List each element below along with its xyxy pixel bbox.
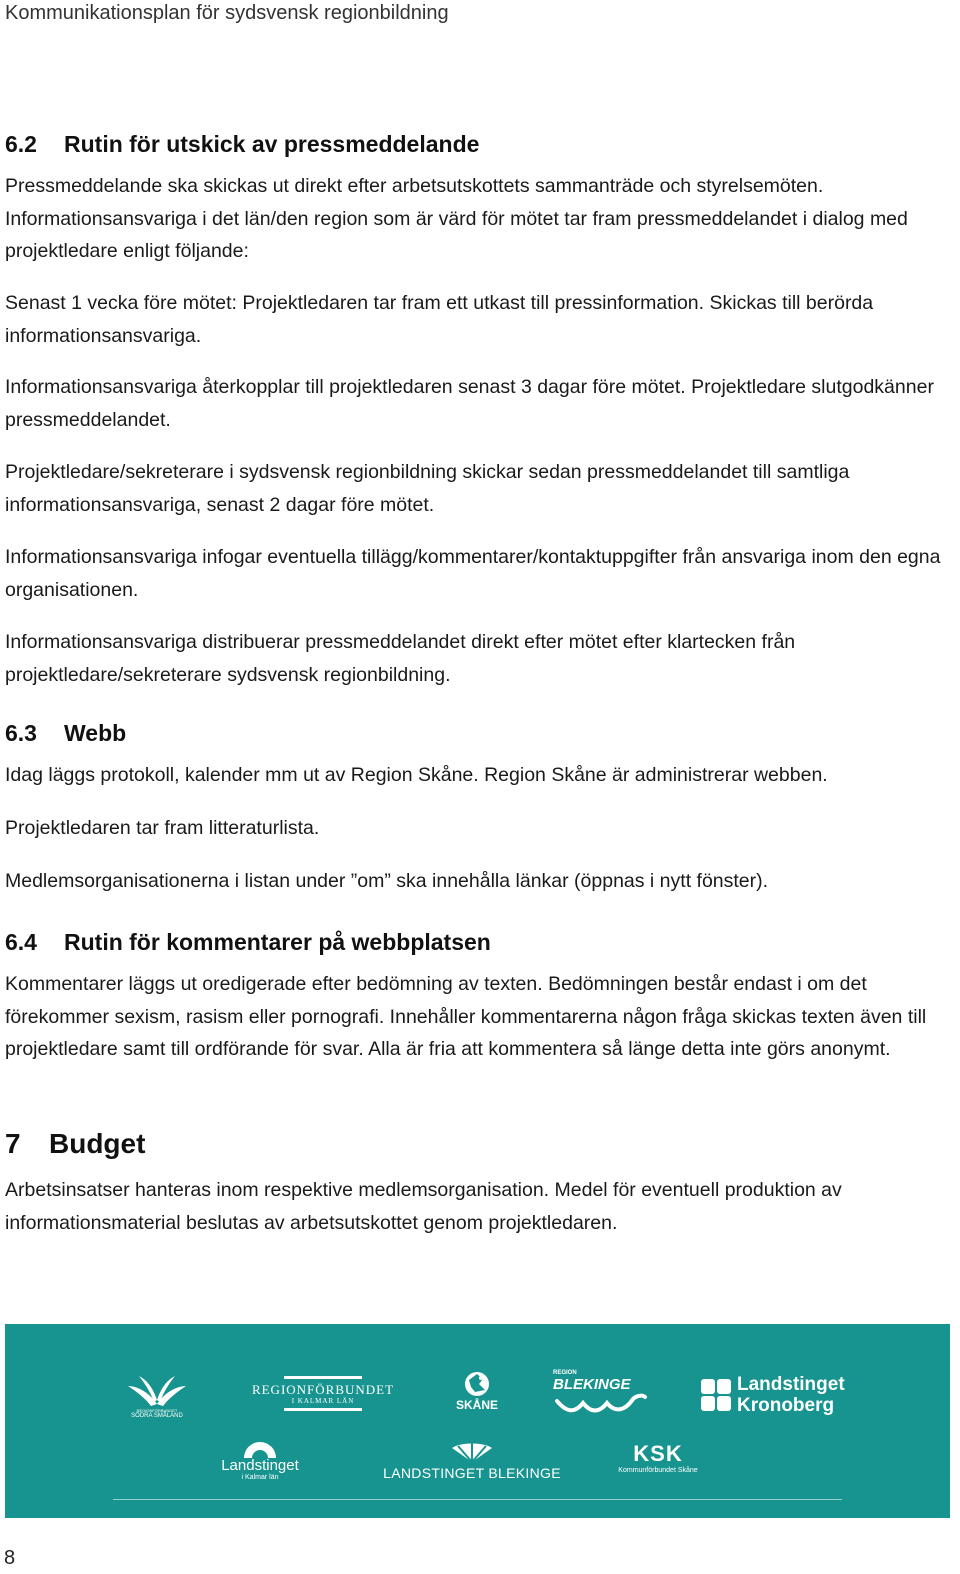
paragraph: Pressmeddelande ska skickas ut direkt efter arbetsutskottets sammanträde och styrelsemöten. Informationsansvariga i det län/den region som är värd för mötet tar fram pressmeddelandet i dialog med projektledare enligt följande:	[5, 175, 908, 262]
section-number: 6.3	[5, 720, 37, 746]
paragraph: Kommentarer läggs ut oredigerade efter bedömning av texten. Bedömningen består endast i om det förekommer sexism, rasism eller pornografi. Innehåller kommentarerna någon fråga skickas texten även till projektledare samt till ordförande för svar. Alla är fria att kommentera så länge detta inte görs anonymt.	[5, 973, 927, 1060]
section-number: 6.2	[5, 131, 37, 157]
section-number: 6.4	[5, 929, 37, 955]
logo-bar	[284, 1408, 362, 1411]
section-heading	[5, 718, 950, 748]
page-number: 8	[4, 1547, 16, 1569]
griffin-icon	[453, 1370, 501, 1398]
landstinget-kronoberg-logo: Landstinget Kronoberg	[699, 1374, 859, 1416]
paragraph: Projektledaren tar fram litteraturlista.	[5, 817, 320, 839]
section-heading	[5, 927, 950, 957]
paragraph: Informationsansvariga distribuerar pressmeddelandet direkt efter mötet efter klartecken från projektledare/sekreterare sydsvensk regionbildning.	[5, 631, 796, 686]
landstinget-kalmar-logo: Landstinget i Kalmar län	[217, 1440, 303, 1482]
kommunforbundet-skane-logo: KSK Kommunförbundet Skåne	[618, 1441, 698, 1474]
paragraph: Informationsansvariga infogar eventuella tillägg/kommentarer/kontaktuppgifter från ansvariga inom den egna organisationen.	[5, 546, 941, 601]
paragraph: Idag läggs protokoll, kalender mm ut av Region Skåne. Region Skåne är administrerar webben.	[5, 764, 828, 786]
chapter-heading	[5, 1126, 950, 1162]
section-6-2	[5, 129, 950, 159]
section-6-3	[5, 718, 950, 748]
regionforbundet-kalmar-logo: REGIONFÖRBUNDET I KALMAR LÄN	[243, 1376, 403, 1411]
logo-bar	[284, 1376, 362, 1379]
paragraph: Arbetsinsatser hanteras inom respektive medlemsorganisation. Medel för eventuell produktion av informationsmaterial beslutas av arbetsutskottet genom projektledaren.	[5, 1179, 842, 1234]
running-header: Kommunikationsplan för sydsvensk regionbildning	[5, 2, 449, 24]
regionforbundet-sodra-smaland-logo: REGIONFÖRBUNDET SÖDRA SMÅLAND	[125, 1374, 189, 1420]
paragraph: Projektledare/sekreterare i sydsvensk regionbildning skickar sedan pressmeddelandet till samtliga informationsansvariga, senast 2 dagar före mötet.	[5, 461, 850, 516]
kronoberg-blocks-icon	[699, 1377, 733, 1413]
section-6-4	[5, 927, 950, 957]
landstinget-blekinge-logo: LANDSTINGET BLEKINGE	[381, 1440, 563, 1482]
arc-icon	[240, 1440, 280, 1458]
region-skane-logo: SKÅNE	[453, 1370, 501, 1412]
wave-icon	[553, 1393, 649, 1415]
section-title: Webb	[64, 720, 127, 746]
bird-wings-icon	[125, 1374, 189, 1408]
fan-icon	[448, 1440, 496, 1464]
footer-logo-band	[5, 1324, 950, 1518]
section-7	[5, 1126, 950, 1162]
section-heading	[5, 129, 950, 159]
section-title: Rutin för utskick av pressmeddelande	[64, 131, 480, 157]
footer-divider	[113, 1499, 842, 1500]
region-blekinge-logo: REGION BLEKINGE	[553, 1370, 649, 1415]
paragraph: Medlemsorganisationerna i listan under ”om” ska innehålla länkar (öppnas i nytt fönster).	[5, 870, 769, 892]
section-number: 7	[5, 1128, 21, 1159]
section-title: Budget	[49, 1128, 146, 1159]
paragraph: Informationsansvariga återkopplar till projektledaren senast 3 dagar före mötet. Projektledare slutgodkänner pressmeddelandet.	[5, 376, 934, 431]
paragraph: Senast 1 vecka före mötet: Projektledaren tar fram ett utkast till pressinformation. Skickas till berörda informationsansvariga.	[5, 292, 874, 347]
section-title: Rutin för kommentarer på webbplatsen	[64, 929, 491, 955]
